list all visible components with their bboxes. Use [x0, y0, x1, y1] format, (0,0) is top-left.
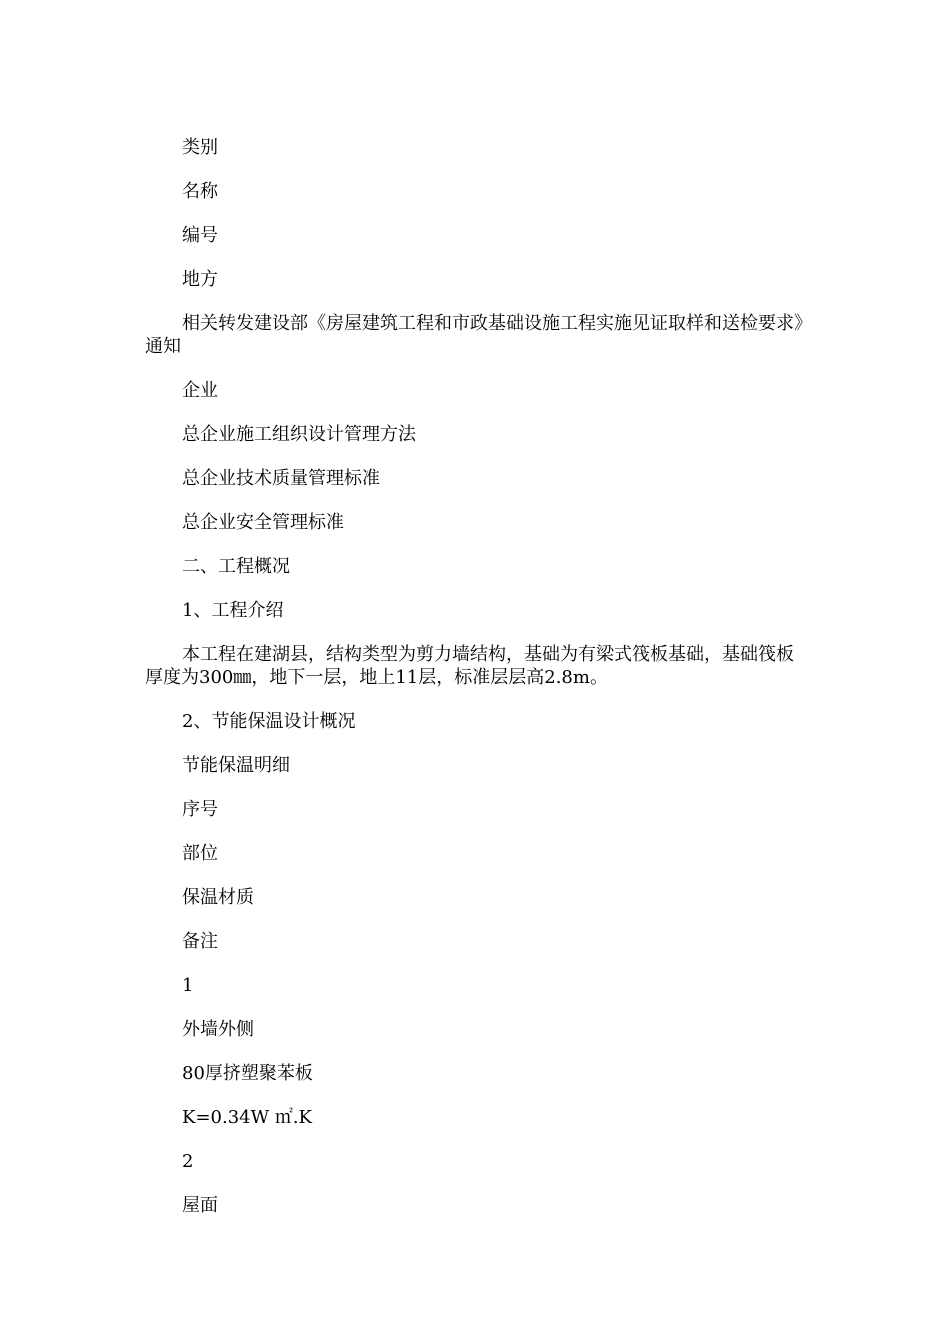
paragraph-construction-method: 总企业施工组织设计管理方法 [182, 424, 416, 445]
paragraph-local: 地方 [182, 269, 218, 290]
section-heading-project-overview: 二、工程概况 [182, 556, 290, 577]
paragraph-name: 名称 [182, 181, 218, 202]
table-cell-position-1: 外墙外侧 [182, 1019, 254, 1040]
table-header-serial: 序号 [182, 799, 218, 820]
table-header-position: 部位 [182, 843, 218, 864]
paragraph-insulation-details: 节能保温明细 [182, 755, 290, 776]
paragraph-number: 编号 [182, 225, 218, 246]
table-cell-position-2: 屋面 [182, 1195, 218, 1216]
table-header-material: 保温材质 [182, 887, 254, 908]
table-cell-serial-2: 2 [182, 1151, 194, 1172]
table-cell-material-1: 80厚挤塑聚苯板 [182, 1063, 313, 1084]
paragraph-project-description: 本工程在建湖县，结构类型为剪力墙结构，基础为有梁式筏板基础，基础筏板厚度为300㎜，地下一层，地上11层，标准层层高2.8m。 [145, 644, 794, 688]
table-cell-remarks-1: K=0.34W ㎡.K [182, 1107, 312, 1128]
paragraph-notice: 相关转发建设部《房屋建筑工程和市政基础设施工程实施见证取样和送检要求》通知 [145, 313, 803, 357]
table-header-remarks: 备注 [182, 931, 218, 952]
paragraph-quality-standard: 总企业技术质量管理标准 [182, 468, 380, 489]
subheading-project-intro: 1、工程介绍 [182, 600, 284, 621]
table-cell-serial-1: 1 [182, 975, 194, 996]
document-body [145, 136, 805, 1238]
subheading-insulation-design: 2、节能保温设计概况 [182, 711, 356, 732]
paragraph-safety-standard: 总企业安全管理标准 [182, 512, 344, 533]
paragraph-category: 类别 [182, 137, 218, 158]
paragraph-enterprise: 企业 [182, 380, 218, 401]
